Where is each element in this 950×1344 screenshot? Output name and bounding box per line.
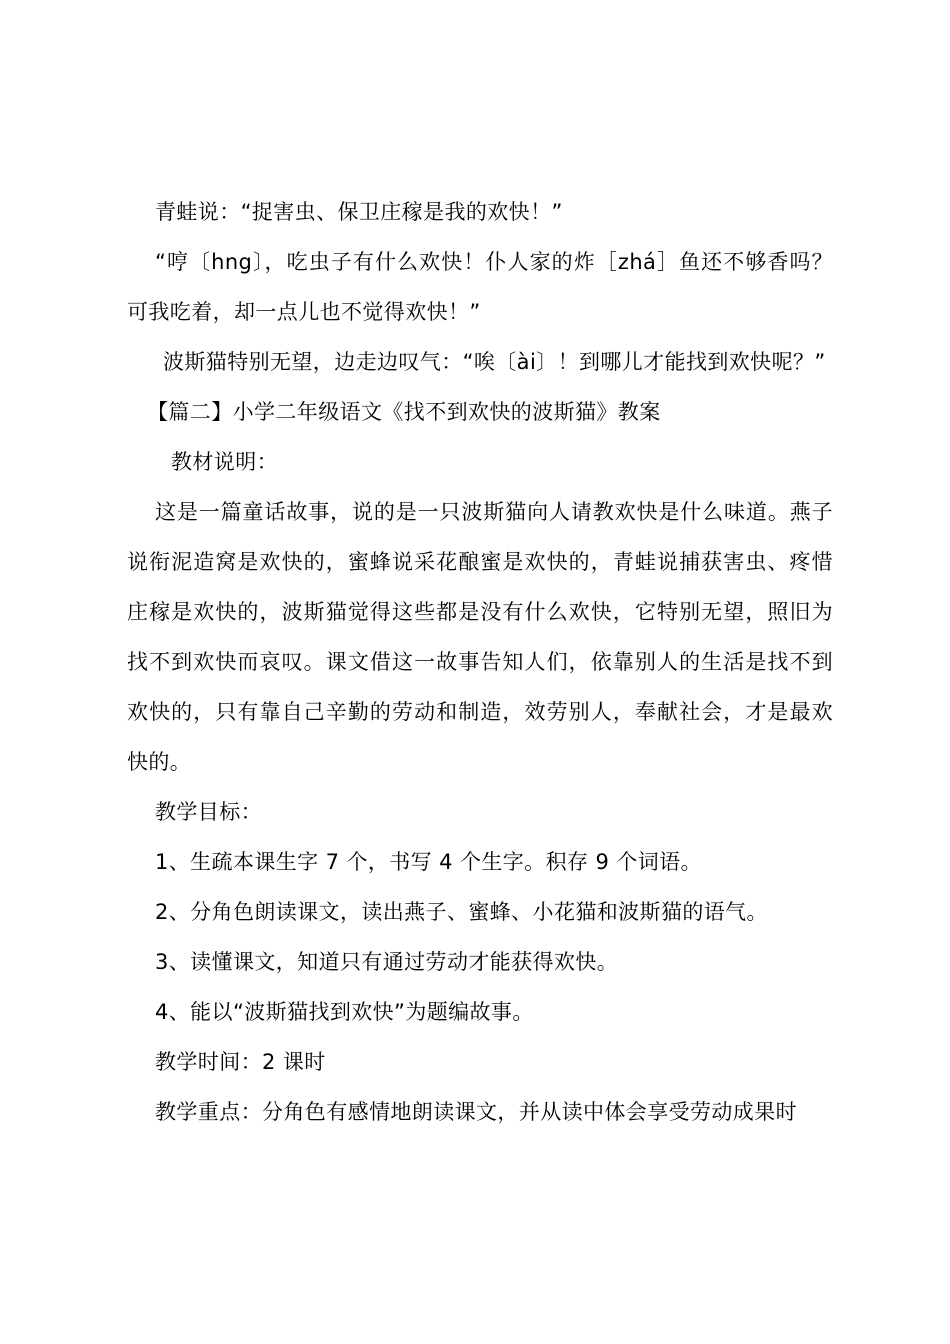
- document-body: [127, 187, 833, 1137]
- paragraph-frog-quote: 青蛙说：“捉害虫、保卫庄稼是我的欢快！”: [155, 200, 563, 224]
- goal-item-1: 1、生疏本课生字 7 个，书写 4 个生字。积存 9 个词语。: [155, 850, 702, 874]
- material-label: 教材说明：: [171, 450, 278, 474]
- paragraph-cat-reply: “哼〔hng〕，吃虫子有什么欢快！仆人家的炸［zhá］鱼还不够香吗？可我吃着，却一点儿也不觉得欢快！”: [127, 250, 833, 324]
- goal-item-4: 4、能以“波斯猫找到欢快”为题编故事。: [155, 1000, 534, 1024]
- teaching-focus: 教学重点：分角色有感情地朗读课文，并从读中体会享受劳动成果时: [155, 1100, 797, 1124]
- section-heading: 【篇二】小学二年级语文《找不到欢快的波斯猫》教案: [147, 400, 661, 424]
- teaching-time: 教学时间：2 课时: [155, 1050, 326, 1074]
- paragraph-cat-sigh: 波斯猫特别无望，边走边叹气：“唉〔ài〕！到哪儿才能找到欢快呢？”: [163, 350, 826, 374]
- goal-item-3: 3、读懂课文，知道只有通过劳动才能获得欢快。: [155, 950, 619, 974]
- goal-item-2: 2、分角色朗读课文，读出燕子、蜜蜂、小花猫和波斯猫的语气。: [155, 900, 768, 924]
- goals-label: 教学目标：: [155, 800, 262, 824]
- material-body: 这是一篇童话故事，说的是一只波斯猫向人请教欢快是什么味道。燕子说衔泥造窝是欢快的，蜜蜂说采花酿蜜是欢快的，青蛙说捕获害虫、疼惜庄稼是欢快的，波斯猫觉得这些都是没有什么欢快，它特别无望，照旧为找不到欢快而哀叹。课文借这一故事告知人们，依靠别人的生活是找不到欢快的，只有靠自己辛勤的劳动和制造，效劳别人，奉献社会，才是最欢快的。: [127, 500, 833, 774]
